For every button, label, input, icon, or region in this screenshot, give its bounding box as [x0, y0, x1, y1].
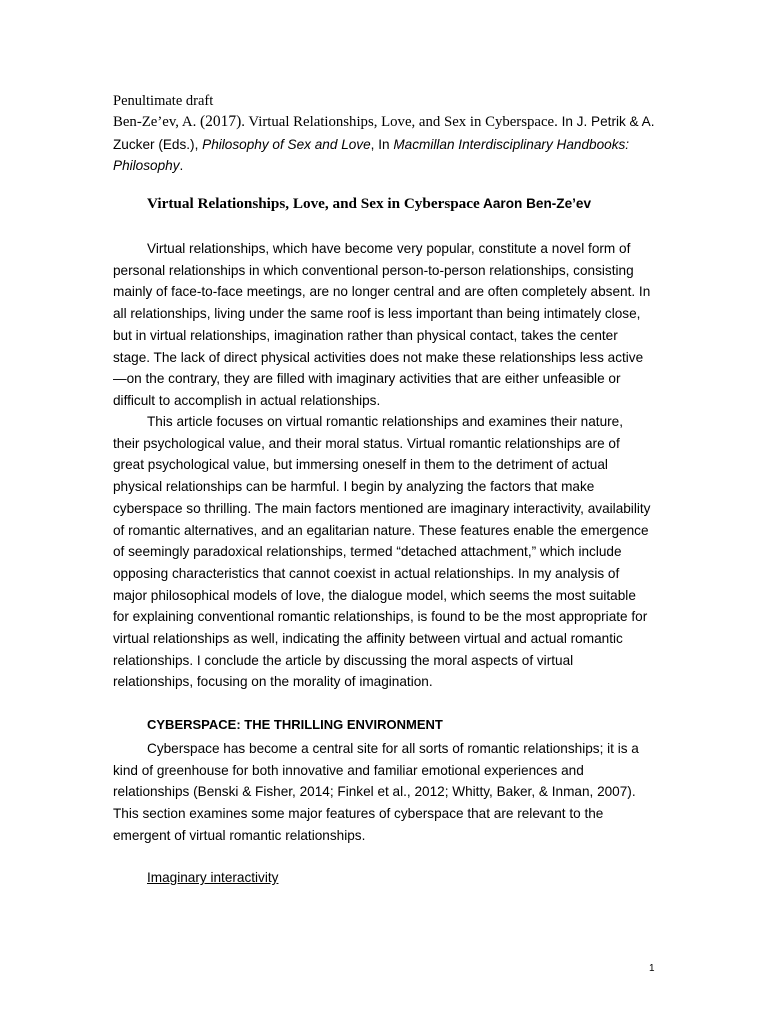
citation-authors: Ben-Ze’ev, A.	[113, 114, 200, 130]
citation-end: .	[179, 158, 184, 173]
section-heading: CYBERSPACE: THE THRILLING ENVIRONMENT	[147, 717, 443, 732]
body-paragraph-2: This article focuses on virtual romantic relationships and examines their nature, their psychological value, and their moral status. Virtual romantic relationships are of great psychological value, but immersing oneself in them to the detriment of actual physical relationships can be harmful. I begin by analyzing the factors that make cyberspace so thrilling. The main factors mentioned are imaginary interactivity, availability of romantic alternatives, and an egalitarian nature. These features enable the emergence of seemingly paradoxical relationships, termed “detached attachment,” which include opposing characteristics that cannot coexist in actual relationships. In my analysis of major philosophical models of love, the dialogue model, which seems the most suitable for explaining conventional romantic relationships, is found to be the most appropriate for virtual relationships as well, indicating the affinity between virtual and actual romantic relationships. I conclude the article by discussing the moral aspects of virtual relationships, focusing on the morality of imagination.	[113, 414, 651, 690]
article-author: Aaron Ben-Ze’ev	[479, 196, 592, 211]
article-title: Virtual Relationships, Love, and Sex in Cyberspace	[147, 195, 480, 212]
citation	[113, 111, 658, 177]
section-paragraph: Cyberspace has become a central site for all sorts of romantic relationships; it is a kind of greenhouse for both innovative and familiar emotional experiences and relationships (Benski & Fisher, 2014; Finkel et al., 2012; Whitty, Baker, & Inman, 2007). This section examines some major features of cyberspace that are relevant to the emergent of virtual romantic relationships.	[113, 741, 639, 843]
citation-title: . Virtual Relationships, Love, and Sex in Cyberspace.	[241, 114, 558, 130]
draft-label: Penultimate draft	[113, 93, 214, 109]
citation-editors: In J. Petrik & A. Zucker (Eds.),	[113, 114, 655, 152]
body-paragraph-1: Virtual relationships, which have become very popular, constitute a novel form of personal relationships in which conventional person-to-person relationships, consisting mainly of face-to-face meetings, are no longer central and are often completely absent. In all relationships, living under the same roof is less important than being intimately close, but in virtual relationships, imagination rather than physical contact, takes the center stage. The lack of direct physical activities does not make these relationships less active—on the contrary, they are filled with imaginary activities that are either unfeasible or difficult to accomplish in actual relationships.	[113, 241, 651, 408]
article-title-line	[147, 195, 591, 213]
page-number: 1	[649, 963, 655, 974]
citation-series: Macmillan Interdisciplinary Handbooks: Philosophy	[113, 136, 630, 173]
citation-year: (2017)	[199, 113, 242, 130]
citation-book-title: Philosophy of Sex and Love	[202, 136, 371, 152]
citation-in: , In	[370, 136, 394, 152]
subsection-heading: Imaginary interactivity	[147, 870, 279, 885]
